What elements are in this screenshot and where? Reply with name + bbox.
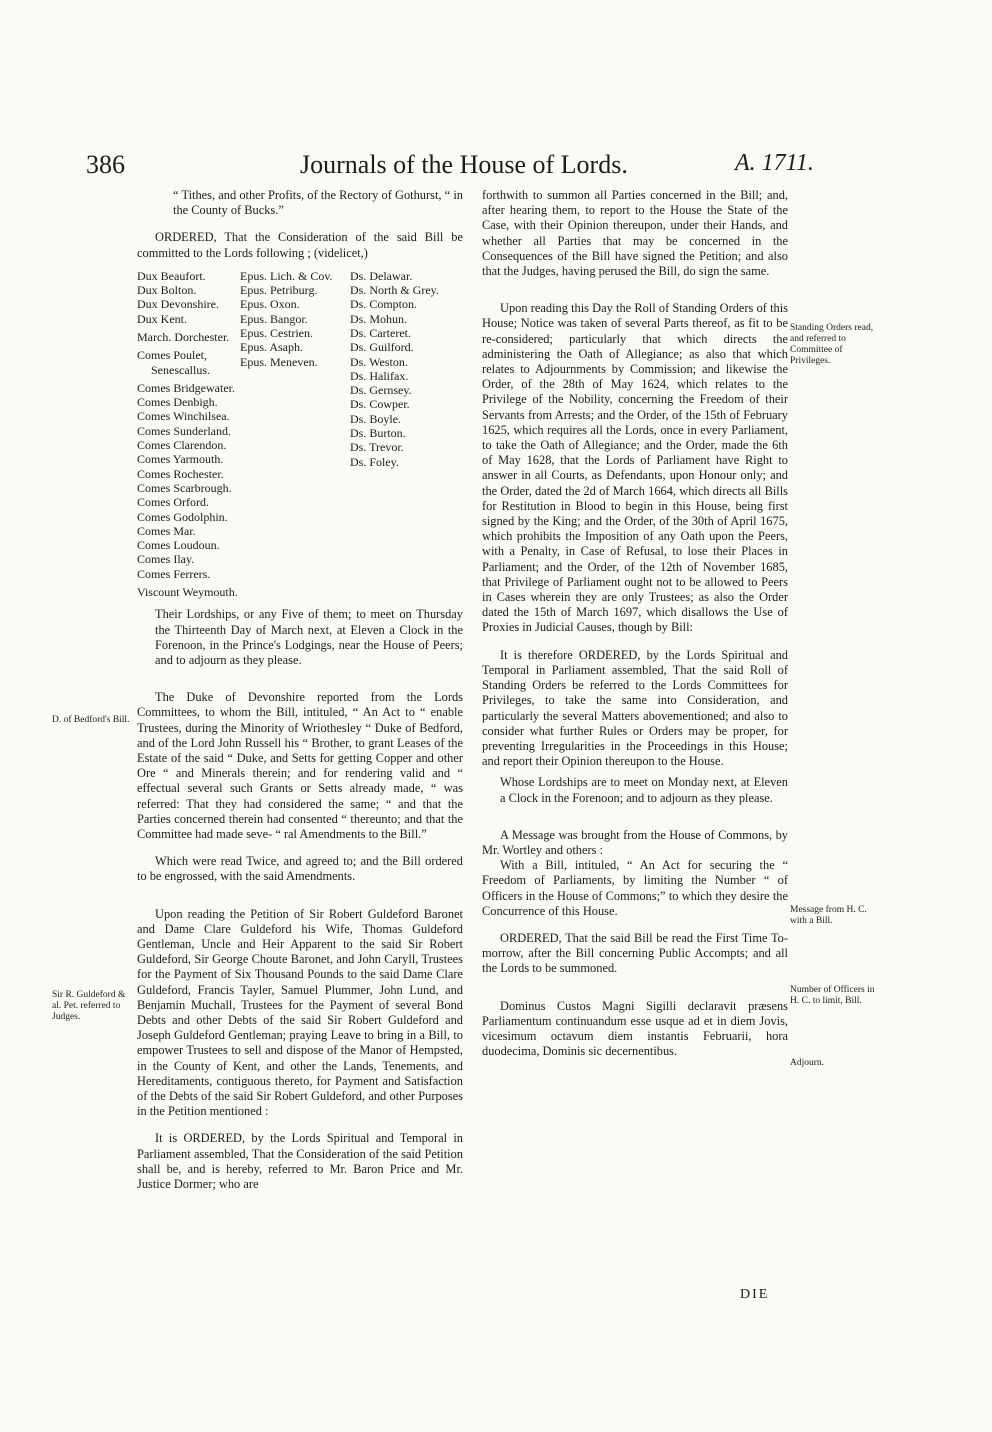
paragraph-committee-order: ORDERED, That the Consideration of the said Bill be committed to the Lords following ; (videlicet,) <box>137 230 463 260</box>
paragraph-standing-orders: Upon reading this Day the Roll of Standing Orders of this House; Notice was taken of several Parts thereof, as fit to be re-considered; particularly that which directs the administering the Oath of Allegiance; as also that which relates to Adjournments by Commission; and likewise the Order, of the 28th of May 1624, which relates to the Privilege of the Nobility, concerning the Freedom of their Servants from Arrests; and the Order, of the 15th of February 1625, which requires all the Lords, once in every Parliament, to take the Oath of Allegiance; and the Order, made the 6th of May 1628, that the Lords of Parliament have Right to answer in all Courts, as Defendants, upon Honour only; and the Order, dated the 2d of March 1664, which directs all Bills for Restitution in Blood to begin in this House, being first signed by the King; and the Order, of the 30th of April 1675, which prohibits the Imposition of any Oath upon the Peers, with a Penalty, in Case of Refusal, to lose their Places in Parliament; and the Order, of the 12th of November 1685, that Privilege of Parliament ought not to be allowed to Peers in Cases wherein they are only Trustees; as also the Order dated the 15th of March 1697, which disallows the Use of Proxies in Judicial Causes, though by Bill: <box>482 301 788 635</box>
roster-entry: Comes Orford. <box>137 495 209 510</box>
committee-roster <box>137 269 463 600</box>
roster-entry: Ds. Burton. <box>350 426 406 441</box>
roster-entry: Comes Scarbrough. <box>137 480 232 495</box>
roster-entry: Ds. Cowper. <box>350 397 410 412</box>
page-title: Journals of the House of Lords. <box>300 150 628 179</box>
roster-entry: Ds. Weston. <box>350 354 408 369</box>
paragraph-bill-title-continuation: “ Tithes, and other Profits, of the Rectory of Gothurst, “ in the County of Bucks.” <box>173 188 463 218</box>
margin-note-message: Message from H. C. with a Bill. <box>790 905 867 926</box>
roster-entry: Epus. Bangor. <box>240 311 308 326</box>
roster-entry: Ds. Halifax. <box>350 368 409 383</box>
roster-entry: Comes Clarendon. <box>137 438 227 453</box>
roster-column-dukes-earls <box>137 269 240 600</box>
roster-column-barons <box>350 269 460 600</box>
roster-entry: Comes Winchilsea. <box>137 409 230 424</box>
roster-entry: Epus. Asaph. <box>240 340 303 355</box>
page-number: 386 <box>86 150 125 179</box>
roster-entry: Ds. Mohun. <box>350 311 408 326</box>
roster-column-bishops <box>240 269 350 600</box>
roster-entry: Comes Denbigh. <box>137 395 218 410</box>
margin-note-bedford: D. of Bedford's Bill. <box>52 715 130 725</box>
paragraph-amendments-agreed: Which were read Twice, and agreed to; and the Bill ordered to be engrossed, with the said Amendments. <box>137 854 463 884</box>
left-column <box>137 188 463 1192</box>
roster-entry: Ds. Compton. <box>350 297 418 312</box>
paragraph-first-reading-order: ORDERED, That the said Bill be read the First Time To-morrow, after the Bill concerning Public Accompts; and all the Lords to be summoned. <box>482 930 788 976</box>
roster-entry: Ds. Carteret. <box>350 326 411 340</box>
margin-note-guldeford: Sir R. Guldeford & al. Pet. referred to Judges. <box>52 990 126 1022</box>
roster-entry: Epus. Petriburg. <box>240 283 318 298</box>
roster-entry: March. Dorchester. <box>137 330 230 344</box>
roster-entry: Comes Bridgewater. <box>137 380 235 395</box>
roster-entry: Comes Godolphin. <box>137 509 228 524</box>
roster-entry: Comes Loudoun. <box>137 538 220 553</box>
margin-note-adjourn: Adjourn. <box>790 1058 825 1068</box>
roster-entry: Dux Bolton. <box>137 283 197 298</box>
roster-entry: Comes Rochester. <box>137 466 224 481</box>
roster-entry: Comes Yarmouth. <box>137 452 224 467</box>
roster-entry: Ds. Guilford. <box>350 340 414 355</box>
roster-entry: Comes Ferrers. <box>137 566 211 581</box>
roster-entry: Ds. Foley. <box>350 454 399 469</box>
paragraph-commons-message: A Message was brought from the House of Commons, by Mr. Wortley and others : <box>482 827 788 857</box>
roster-entry: Dux Devonshire. <box>137 297 219 312</box>
margin-note-officers: Number of Officers in H. C. to limit, Bill. <box>790 985 875 1006</box>
page-year: A. 1711. <box>735 150 814 176</box>
catchword: DIE <box>740 1287 770 1302</box>
paragraph-summon-parties: forthwith to summon all Parties concerned in the Bill; and, after hearing them, to report to the House the State of the Case, with their Opinion thereupon, under their Hands, and whether all Parties that may be concerned in the Consequences of the Bill have signed the Petition; and also that the Judges, having perused the Bill, do sign the same. <box>482 188 788 279</box>
paragraph-committee-meeting: Whose Lordships are to meet on Monday next, at Eleven a Clock in the Forenoon; and to adjourn as they please. <box>500 775 788 805</box>
paragraph-petition-order: It is ORDERED, by the Lords Spiritual and Temporal in Parliament assembled, That the Consideration of the said Petition shall be, and is hereby, referred to Mr. Baron Price and Mr. Justice Dormer; who are <box>137 1131 463 1192</box>
roster-entry: Epus. Lich. & Cov. <box>240 268 333 283</box>
paragraph-adjournment: Dominus Custos Magni Sigilli declaravit præsens Parliamentum continuandum esse usque ad et in diem Jovis, vicesimum octavum diem instantis Februarii, hora duodecima, Dominis sic decernentibus. <box>482 998 788 1059</box>
roster-entry: Comes Mar. <box>137 523 196 538</box>
paragraph-commons-bill: With a Bill, intituled, “ An Act for securing the “ Freedom of Parliaments, by limiting the Number “ of Officers in the House of Commons;” to which they desire the Concurrence of this House. <box>482 858 788 918</box>
paragraph-standing-orders-referred: It is therefore ORDERED, by the Lords Spiritual and Temporal in Parliament assembled, That the said Roll of Standing Orders be referred to the Lords Committees for Privileges, to take the same into Consideration, and particularly the several Matters abovementioned; and also to consider what further Rules or Orders may be proper, for preventing Irregularities in the Proceedings in this House; and report their Opinion thereupon to the House. <box>482 647 788 769</box>
roster-entry: Comes Ilay. <box>137 552 195 567</box>
roster-entry: Dux Beaufort. <box>137 268 206 283</box>
roster-entry: Comes Sunderland. <box>137 423 231 438</box>
roster-entry: Ds. Boyle. <box>350 411 401 426</box>
roster-entry: Ds. Gernsey. <box>350 383 412 398</box>
paragraph-guldeford-petition: Upon reading the Petition of Sir Robert Guldeford Baronet and Dame Clare Guldeford his Wife, Thomas Guldeford Gentleman, Uncle and Heir Apparent to the said Sir Robert Guldeford, Sir George Choute Baronet, and John Caryll, Trustees for the Payment of Six Thousand Pounds to the said Dame Clare Guldeford, Francis Tayler, Samuel Plummer, John Lund, and Benjamin Muchall, Trustees for the Payment of several Bond Debts and other Debts of the said Sir Robert Guldeford and Joseph Guldeford Gentleman; praying Leave to bring in a Bill, to empower Trustees to sell and dispose of the Manor of Hempsted, in the County of Kent, and other the Lands, Tenements, and Hereditaments, contiguous thereto, for Payment and Satisfaction of the Debts of the said Sir Robert Guldeford, and other Purposes in the Petition mentioned : <box>137 906 463 1119</box>
right-column <box>482 188 788 1059</box>
roster-entry: Senescallus. <box>151 362 210 377</box>
roster-entry: Ds. Delawar. <box>350 268 413 283</box>
paragraph-meeting-time: Their Lordships, or any Five of them; to meet on Thursday the Thirteenth Day of March next, at Eleven a Clock in the Forenoon, in the Prince's Lodgings, near the House of Peers; and to adjourn as they please. <box>155 607 463 667</box>
roster-entry: Epus. Cestrien. <box>240 326 313 340</box>
roster-entry: Epus. Meneven. <box>240 354 318 369</box>
roster-entry: Comes Poulet, <box>137 348 208 363</box>
paragraph-bedford-report: The Duke of Devonshire reported from the Lords Committees, to whom the Bill, intituled, “ An Act to “ enable Trustees, during the Minority of Wriothesley “ Duke of Bedford, and of the Lord John Russell his “ Brother, to grant Leases of the Estate of the said “ Duke, and Setts for getting Copper and other Ore “ and Minerals therein; and for rendering valid and “ effectual several such Grants or Setts already made, “ was referred: That they had considered the same; “ and that the Parties concerned therein had consented “ thereunto; and that the Committee had made seve- “ ral Amendments to the Bill.” <box>137 690 463 841</box>
roster-entry: Viscount Weymouth. <box>137 585 238 600</box>
roster-entry: Dux Kent. <box>137 311 187 326</box>
margin-note-standing-orders: Standing Orders read, and referred to Committee of Privileges. <box>790 323 874 366</box>
roster-entry: Epus. Oxon. <box>240 297 300 312</box>
roster-entry: Ds. North & Grey. <box>350 283 439 298</box>
roster-entry: Ds. Trevor. <box>350 440 404 455</box>
